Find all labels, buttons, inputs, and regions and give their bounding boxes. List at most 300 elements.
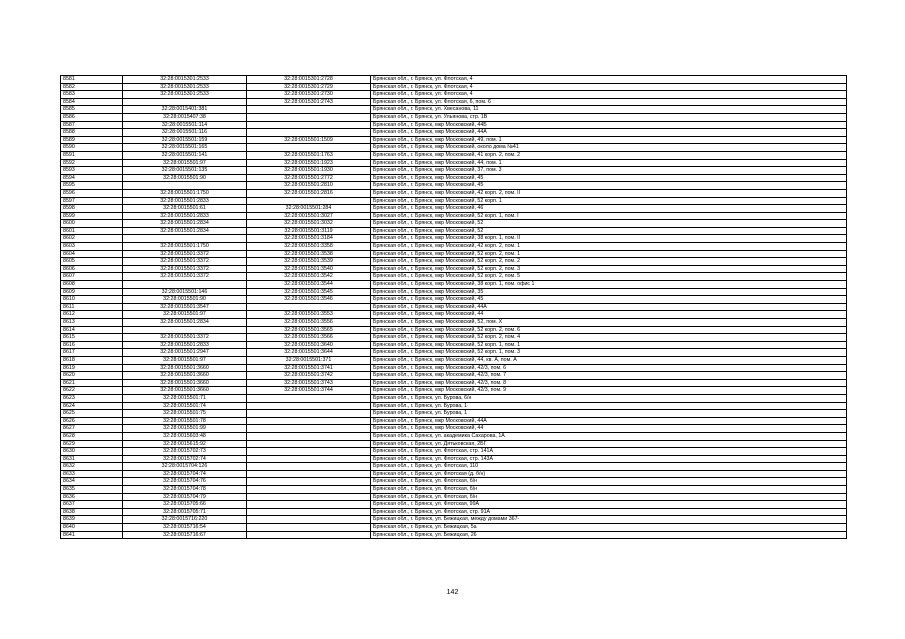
table-row	[61, 121, 847, 129]
row-number-cell: 8588	[61, 129, 123, 137]
cadastral-number-cell: 32:28:0015501:3660	[123, 387, 247, 395]
address-cell: Брянская обл., г. Брянск, ул. Флотская, б/н	[371, 493, 847, 501]
cadastral-number-cell: 32:28:0015501:3372	[123, 334, 247, 342]
row-number-cell: 8603	[61, 243, 123, 251]
address-cell: Брянская обл., г. Брянск, мкр Московский, 44Б	[371, 121, 847, 129]
cadastral-number-cell: 32:28:0015704:126	[123, 463, 247, 471]
row-number-cell: 8599	[61, 212, 123, 220]
table-row	[61, 144, 847, 152]
address-cell: Брянская обл., г. Брянск, мкр Московский, около дома №41	[371, 144, 847, 152]
table-row	[61, 197, 847, 205]
table-row	[61, 129, 847, 137]
table-row	[61, 387, 847, 395]
cadastral-number-cell: 32:28:0015501:3547	[123, 303, 247, 311]
row-number-cell: 8633	[61, 470, 123, 478]
row-number-cell: 8606	[61, 265, 123, 273]
table-row	[61, 417, 847, 425]
address-cell: Брянская обл., г. Брянск, мкр Московский, 44А	[371, 303, 847, 311]
cadastral-number-cell: 32:28:0015501:3372	[123, 258, 247, 266]
row-number-cell: 8630	[61, 448, 123, 456]
table-row	[61, 273, 847, 281]
row-number-cell: 8600	[61, 220, 123, 228]
row-number-cell: 8585	[61, 106, 123, 114]
table-row	[61, 501, 847, 509]
cadastral-number-cell: 32:28:0015501:3660	[123, 364, 247, 372]
table-row	[61, 493, 847, 501]
cadastral-number-cell: 32:28:0015501:78	[123, 417, 247, 425]
table-row	[61, 402, 847, 410]
address-cell: Брянская обл., г. Брянск, ул. Флотская (д. б/н)	[371, 470, 847, 478]
cadastral-number-cell: 32:28:0015501:2834	[123, 220, 247, 228]
table-row	[61, 524, 847, 532]
address-cell: Брянская обл., г. Брянск, мкр Московский, 38 корп. 1, пом. II	[371, 235, 847, 243]
cadastral-number-cell: 32:28:0015716:54	[123, 524, 247, 532]
sub-cadastral-number-cell: 32:28:0015501:284	[247, 205, 371, 213]
table-row	[61, 296, 847, 304]
cadastral-number-cell	[123, 98, 247, 106]
cadastral-number-cell: 32:28:0015501:2833	[123, 212, 247, 220]
cadastral-number-cell: 32:28:0015501:135	[123, 167, 247, 175]
address-cell: Брянская обл., г. Брянск, мкр Московский, 52 корп. 2, пом. 2	[371, 258, 847, 266]
table-row	[61, 182, 847, 190]
address-cell: Брянская обл., г. Брянск, ул. Бурова, 1	[371, 402, 847, 410]
address-cell: Брянская обл., г. Брянск, мкр Московский, 44А	[371, 417, 847, 425]
sub-cadastral-number-cell: 32:28:0015501:3546	[247, 296, 371, 304]
address-cell: Брянская обл., г. Брянск, ул. Флотская, 6, пом. 6	[371, 98, 847, 106]
table-row	[61, 159, 847, 167]
cadastral-number-cell: 32:28:0015501:99	[123, 425, 247, 433]
table-row	[61, 326, 847, 334]
sub-cadastral-number-cell: 32:28:0015301:2743	[247, 98, 371, 106]
table-row	[61, 410, 847, 418]
table-row	[61, 455, 847, 463]
row-number-cell: 8592	[61, 159, 123, 167]
row-number-cell: 8605	[61, 258, 123, 266]
sub-cadastral-number-cell: 32:28:0015501:1763	[247, 151, 371, 159]
table-row	[61, 76, 847, 84]
cadastral-number-cell: 32:28:0015501:3660	[123, 379, 247, 387]
sub-cadastral-number-cell	[247, 432, 371, 440]
row-number-cell: 8596	[61, 189, 123, 197]
row-number-cell: 8613	[61, 319, 123, 327]
address-cell: Брянская обл., г. Брянск, мкр Московский, 46	[371, 205, 847, 213]
address-cell: Брянская обл., г. Брянск, ул. Флотская, стр. 91А	[371, 508, 847, 516]
cadastral-number-cell	[123, 182, 247, 190]
cadastral-number-cell: 32:28:0015501:2834	[123, 319, 247, 327]
row-number-cell: 8587	[61, 121, 123, 129]
sub-cadastral-number-cell	[247, 440, 371, 448]
row-number-cell: 8628	[61, 432, 123, 440]
row-number-cell: 8589	[61, 136, 123, 144]
cadastral-number-cell: 32:28:0015301:2533	[123, 91, 247, 99]
row-number-cell: 8629	[61, 440, 123, 448]
row-number-cell: 8609	[61, 288, 123, 296]
table-row	[61, 106, 847, 114]
sub-cadastral-number-cell: 32:28:0015301:2728	[247, 76, 371, 84]
address-cell: Брянская обл., г. Брянск, ул. Хвесанова, 11	[371, 106, 847, 114]
address-cell: Брянская обл., г. Брянск, ул. Флотская, 4	[371, 83, 847, 91]
registry-table-body	[61, 76, 847, 539]
table-row	[61, 250, 847, 258]
row-number-cell: 8612	[61, 311, 123, 319]
cadastral-number-cell: 32:28:0015501:116	[123, 129, 247, 137]
sub-cadastral-number-cell	[247, 113, 371, 121]
sub-cadastral-number-cell	[247, 402, 371, 410]
row-number-cell: 8611	[61, 303, 123, 311]
table-row	[61, 508, 847, 516]
table-row	[61, 372, 847, 380]
address-cell: Брянская обл., г. Брянск, мкр Московский, 42 корп. 2, пом. II	[371, 189, 847, 197]
address-cell: Брянская обл., г. Брянск, мкр Московский, 42/3, пом. 6	[371, 364, 847, 372]
table-row	[61, 516, 847, 524]
row-number-cell: 8632	[61, 463, 123, 471]
row-number-cell: 8624	[61, 402, 123, 410]
row-number-cell: 8583	[61, 91, 123, 99]
table-row	[61, 448, 847, 456]
table-row	[61, 212, 847, 220]
cadastral-number-cell: 32:28:0015501:2833	[123, 341, 247, 349]
sub-cadastral-number-cell: 32:28:0015501:3358	[247, 243, 371, 251]
cadastral-number-cell: 32:28:0015501:3372	[123, 265, 247, 273]
row-number-cell: 8616	[61, 341, 123, 349]
sub-cadastral-number-cell	[247, 425, 371, 433]
address-cell: Брянская обл., г. Брянск, мкр Московский, 52 корп. 2, пом. 4	[371, 334, 847, 342]
table-row	[61, 220, 847, 228]
row-number-cell: 8590	[61, 144, 123, 152]
sub-cadastral-number-cell: 32:28:0015501:3741	[247, 364, 371, 372]
table-row	[61, 227, 847, 235]
cadastral-number-cell: 32:28:0015501:3372	[123, 250, 247, 258]
cadastral-number-cell: 32:28:0015704:79	[123, 493, 247, 501]
cadastral-number-cell: 32:28:0015501:159	[123, 136, 247, 144]
cadastral-number-cell: 32:28:0015615:92	[123, 440, 247, 448]
row-number-cell: 8597	[61, 197, 123, 205]
cadastral-number-cell: 32:28:0015401:381	[123, 106, 247, 114]
address-cell: Брянская обл., г. Брянск, мкр Московский, 52 корп. 2, пом. 6	[371, 326, 847, 334]
cadastral-number-cell: 32:28:0015501:90	[123, 174, 247, 182]
registry-table	[60, 75, 847, 539]
sub-cadastral-number-cell: 32:28:0015501:3119	[247, 227, 371, 235]
address-cell: Брянская обл., г. Брянск, мкр Московский, 45	[371, 182, 847, 190]
table-row	[61, 432, 847, 440]
sub-cadastral-number-cell: 32:28:0015501:3640	[247, 341, 371, 349]
row-number-cell: 8627	[61, 425, 123, 433]
sub-cadastral-number-cell: 32:28:0015501:3184	[247, 235, 371, 243]
cadastral-number-cell: 32:28:0015501:2834	[123, 227, 247, 235]
sub-cadastral-number-cell: 32:28:0015501:3027	[247, 212, 371, 220]
address-cell: Брянская обл., г. Брянск, мкр Московский, 42 корп. 2, пом. 1	[371, 243, 847, 251]
sub-cadastral-number-cell: 32:28:0015501:3565	[247, 326, 371, 334]
address-cell: Брянская обл., г. Брянск, мкр Московский, 37, пом. 3	[371, 167, 847, 175]
table-row	[61, 311, 847, 319]
address-cell: Брянская обл., г. Брянск, ул. Бежицкая, между домами 367-	[371, 516, 847, 524]
row-number-cell: 8614	[61, 326, 123, 334]
sub-cadastral-number-cell: 32:28:0015501:3553	[247, 311, 371, 319]
sub-cadastral-number-cell: 32:28:0015301:2730	[247, 91, 371, 99]
table-row	[61, 98, 847, 106]
sub-cadastral-number-cell	[247, 501, 371, 509]
cadastral-number-cell: 32:28:0015501:1750	[123, 189, 247, 197]
sub-cadastral-number-cell: 32:28:0015501:2772	[247, 174, 371, 182]
sub-cadastral-number-cell	[247, 524, 371, 532]
address-cell: Брянская обл., г. Брянск, ул. Бурова, 1	[371, 410, 847, 418]
sub-cadastral-number-cell	[247, 470, 371, 478]
table-row	[61, 334, 847, 342]
row-number-cell: 8593	[61, 167, 123, 175]
table-row	[61, 303, 847, 311]
row-number-cell: 8641	[61, 531, 123, 539]
row-number-cell: 8636	[61, 493, 123, 501]
table-row	[61, 265, 847, 273]
cadastral-number-cell: 32:28:0015704:78	[123, 486, 247, 494]
table-row	[61, 151, 847, 159]
row-number-cell: 8625	[61, 410, 123, 418]
row-number-cell: 8638	[61, 508, 123, 516]
address-cell: Брянская обл., г. Брянск, ул. Флотская, стр. 143А	[371, 455, 847, 463]
cadastral-number-cell: 32:28:0015301:2533	[123, 76, 247, 84]
sub-cadastral-number-cell: 32:28:0015301:2729	[247, 83, 371, 91]
cadastral-number-cell: 32:28:0015301:2533	[123, 83, 247, 91]
sub-cadastral-number-cell: 32:28:0015501:3542	[247, 273, 371, 281]
row-number-cell: 8626	[61, 417, 123, 425]
sub-cadastral-number-cell	[247, 144, 371, 152]
sub-cadastral-number-cell	[247, 121, 371, 129]
address-cell: Брянская обл., г. Брянск, ул. Ульянова, стр. 1В	[371, 113, 847, 121]
cadastral-number-cell: 32:28:0015501:1750	[123, 243, 247, 251]
cadastral-number-cell: 32:28:0015501:97	[123, 159, 247, 167]
sub-cadastral-number-cell: 32:28:0015501:371	[247, 356, 371, 364]
row-number-cell: 8584	[61, 98, 123, 106]
sub-cadastral-number-cell	[247, 303, 371, 311]
sub-cadastral-number-cell	[247, 493, 371, 501]
cadastral-number-cell: 32:28:0015501:3372	[123, 273, 247, 281]
sub-cadastral-number-cell: 32:28:0015501:2816	[247, 189, 371, 197]
row-number-cell: 8639	[61, 516, 123, 524]
cadastral-number-cell: 32:28:0015501:74	[123, 402, 247, 410]
cadastral-number-cell: 32:28:0015501:165	[123, 144, 247, 152]
row-number-cell: 8591	[61, 151, 123, 159]
cadastral-number-cell: 32:28:0015501:97	[123, 311, 247, 319]
address-cell: Брянская обл., г. Брянск, ул. Флотская, стр. 141А	[371, 448, 847, 456]
sub-cadastral-number-cell: 32:28:0015501:3545	[247, 288, 371, 296]
address-cell: Брянская обл., г. Брянск, мкр Московский, 42/3, пом. 8	[371, 379, 847, 387]
row-number-cell: 8622	[61, 387, 123, 395]
sub-cadastral-number-cell: 32:28:0015501:3540	[247, 265, 371, 273]
cadastral-number-cell: 32:28:0015501:2833	[123, 197, 247, 205]
address-cell: Брянская обл., г. Брянск, ул. Бежицкая, 26	[371, 531, 847, 539]
sub-cadastral-number-cell	[247, 531, 371, 539]
address-cell: Брянская обл., г. Брянск, мкр Московский, 52	[371, 227, 847, 235]
row-number-cell: 8640	[61, 524, 123, 532]
row-number-cell: 8619	[61, 364, 123, 372]
address-cell: Брянская обл., г. Брянск, ул. Флотская, 99А	[371, 501, 847, 509]
sub-cadastral-number-cell	[247, 486, 371, 494]
sub-cadastral-number-cell	[247, 516, 371, 524]
address-cell: Брянская обл., г. Брянск, ул. Флотская, 110	[371, 463, 847, 471]
address-cell: Брянская обл., г. Брянск, мкр Московский, 42/3, пом. 7	[371, 372, 847, 380]
row-number-cell: 8621	[61, 379, 123, 387]
address-cell: Брянская обл., г. Брянск, мкр Московский, 52 корп. 2, пом. 1	[371, 250, 847, 258]
cadastral-number-cell	[123, 326, 247, 334]
address-cell: Брянская обл., г. Брянск, мкр Московский, 52 корп. 1, пом. 3	[371, 349, 847, 357]
address-cell: Брянская обл., г. Брянск, мкр Московский, 35	[371, 288, 847, 296]
row-number-cell: 8610	[61, 296, 123, 304]
table-row	[61, 174, 847, 182]
cadastral-number-cell: 32:28:0015407:38	[123, 113, 247, 121]
address-cell: Брянская обл., г. Брянск, ул. Дятьковская, 2БГ	[371, 440, 847, 448]
address-cell: Брянская обл., г. Брянск, мкр Московский, 42/3, пом. 9	[371, 387, 847, 395]
table-row	[61, 243, 847, 251]
sub-cadastral-number-cell: 32:28:0015501:3644	[247, 349, 371, 357]
table-row	[61, 349, 847, 357]
row-number-cell: 8637	[61, 501, 123, 509]
address-cell: Брянская обл., г. Брянск, мкр Московский, 41 корп. 2, пом. 2	[371, 151, 847, 159]
cadastral-number-cell: 32:28:0015501:146	[123, 288, 247, 296]
sub-cadastral-number-cell: 32:28:0015501:3744	[247, 387, 371, 395]
sub-cadastral-number-cell: 32:28:0015501:3544	[247, 281, 371, 289]
address-cell: Брянская обл., г. Брянск, мкр Московский, 52 корп. 1, пом. I	[371, 212, 847, 220]
sub-cadastral-number-cell	[247, 410, 371, 418]
cadastral-number-cell: 32:28:0015501:114	[123, 121, 247, 129]
sub-cadastral-number-cell	[247, 197, 371, 205]
address-cell: Брянская обл., г. Брянск, мкр Московский, 44, кв. А, пом. А	[371, 356, 847, 364]
row-number-cell: 8598	[61, 205, 123, 213]
sub-cadastral-number-cell: 32:28:0015501:3742	[247, 372, 371, 380]
address-cell: Брянская обл., г. Брянск, ул. Флотская, 4	[371, 76, 847, 84]
page-number: 142	[446, 589, 459, 596]
table-row	[61, 463, 847, 471]
address-cell: Брянская обл., г. Брянск, ул. Бурова, 6/н	[371, 394, 847, 402]
sub-cadastral-number-cell: 32:28:0015501:1930	[247, 167, 371, 175]
cadastral-number-cell: 32:28:0015716:67	[123, 531, 247, 539]
row-number-cell: 8635	[61, 486, 123, 494]
row-number-cell: 8586	[61, 113, 123, 121]
row-number-cell: 8608	[61, 281, 123, 289]
address-cell: Брянская обл., г. Брянск, мкр Московский, 52 корп. 2, пом. 3	[371, 265, 847, 273]
address-cell: Брянская обл., г. Брянск, мкр Московский, 49, пом. 1	[371, 136, 847, 144]
cadastral-number-cell: 32:28:0015501:3660	[123, 372, 247, 380]
sub-cadastral-number-cell	[247, 129, 371, 137]
table-row	[61, 91, 847, 99]
table-row	[61, 258, 847, 266]
address-cell: Брянская обл., г. Брянск, мкр Московский, 44, пом. 1	[371, 159, 847, 167]
row-number-cell: 8601	[61, 227, 123, 235]
row-number-cell: 8594	[61, 174, 123, 182]
address-cell: Брянская обл., г. Брянск, ул. Бежицкая, 5а	[371, 524, 847, 532]
row-number-cell: 8582	[61, 83, 123, 91]
cadastral-number-cell: 32:28:0015705:71	[123, 508, 247, 516]
sub-cadastral-number-cell: 32:28:0015501:3539	[247, 258, 371, 266]
sub-cadastral-number-cell	[247, 394, 371, 402]
sub-cadastral-number-cell: 32:28:0015501:3538	[247, 250, 371, 258]
row-number-cell: 8595	[61, 182, 123, 190]
address-cell: Брянская обл., г. Брянск, мкр Московский, 44	[371, 425, 847, 433]
table-row	[61, 281, 847, 289]
cadastral-number-cell: 32:28:0015501:2947	[123, 349, 247, 357]
table-row	[61, 364, 847, 372]
sub-cadastral-number-cell: 32:28:0015501:3556	[247, 319, 371, 327]
table-row	[61, 235, 847, 243]
table-row	[61, 341, 847, 349]
address-cell: Брянская обл., г. Брянск, мкр Московский, 52 корп. 2, пом. 5	[371, 273, 847, 281]
cadastral-number-cell: 32:28:0015702:74	[123, 455, 247, 463]
row-number-cell: 8618	[61, 356, 123, 364]
cadastral-number-cell: 32:28:0015603:48	[123, 432, 247, 440]
address-cell: Брянская обл., г. Брянск, мкр Московский, 45	[371, 296, 847, 304]
cadastral-number-cell: 32:28:0015716:220	[123, 516, 247, 524]
table-row	[61, 319, 847, 327]
cadastral-number-cell: 32:28:0015501:90	[123, 296, 247, 304]
row-number-cell: 8615	[61, 334, 123, 342]
table-row	[61, 83, 847, 91]
cadastral-number-cell: 32:28:0015501:61	[123, 205, 247, 213]
cadastral-number-cell: 32:28:0015705:66	[123, 501, 247, 509]
address-cell: Брянская обл., г. Брянск, мкр Московский, 52, пом. X	[371, 319, 847, 327]
table-row	[61, 486, 847, 494]
sub-cadastral-number-cell	[247, 417, 371, 425]
address-cell: Брянская обл., г. Брянск, мкр Московский, 44	[371, 311, 847, 319]
table-row	[61, 379, 847, 387]
address-cell: Брянская обл., г. Брянск, ул. Флотская, б/н	[371, 478, 847, 486]
row-number-cell: 8623	[61, 394, 123, 402]
table-row	[61, 288, 847, 296]
cadastral-number-cell	[123, 235, 247, 243]
table-row	[61, 356, 847, 364]
address-cell: Брянская обл., г. Брянск, ул. Флотская, б/н	[371, 486, 847, 494]
table-row	[61, 205, 847, 213]
address-cell: Брянская обл., г. Брянск, ул. академика Сахарова, 1А	[371, 432, 847, 440]
sub-cadastral-number-cell: 32:28:0015501:3032	[247, 220, 371, 228]
cadastral-number-cell: 32:28:0015501:71	[123, 394, 247, 402]
table-row	[61, 531, 847, 539]
table-row	[61, 167, 847, 175]
sub-cadastral-number-cell	[247, 463, 371, 471]
table-row	[61, 189, 847, 197]
address-cell: Брянская обл., г. Брянск, мкр Московский, 38 корп. 1, пом. офис 1	[371, 281, 847, 289]
address-cell: Брянская обл., г. Брянск, мкр Московский, 52 корп. 1	[371, 197, 847, 205]
row-number-cell: 8617	[61, 349, 123, 357]
table-row	[61, 440, 847, 448]
cadastral-number-cell: 32:28:0015501:141	[123, 151, 247, 159]
sub-cadastral-number-cell	[247, 508, 371, 516]
table-row	[61, 425, 847, 433]
sub-cadastral-number-cell	[247, 448, 371, 456]
table-row	[61, 136, 847, 144]
cadastral-number-cell: 32:28:0015704:76	[123, 478, 247, 486]
sub-cadastral-number-cell: 32:28:0015501:2810	[247, 182, 371, 190]
row-number-cell: 8607	[61, 273, 123, 281]
table-row	[61, 478, 847, 486]
address-cell: Брянская обл., г. Брянск, мкр Московский, 44А	[371, 129, 847, 137]
sub-cadastral-number-cell: 32:28:0015501:1923	[247, 159, 371, 167]
row-number-cell: 8602	[61, 235, 123, 243]
sub-cadastral-number-cell	[247, 478, 371, 486]
address-cell: Брянская обл., г. Брянск, мкр Московский, 52 корп. 1, пом. 1	[371, 341, 847, 349]
row-number-cell: 8604	[61, 250, 123, 258]
address-cell: Брянская обл., г. Брянск, мкр Московский, 52	[371, 220, 847, 228]
table-row	[61, 394, 847, 402]
address-cell: Брянская обл., г. Брянск, ул. Флотская, 4	[371, 91, 847, 99]
sub-cadastral-number-cell: 32:28:0015501:3743	[247, 379, 371, 387]
table-row	[61, 113, 847, 121]
cadastral-number-cell	[123, 281, 247, 289]
address-cell: Брянская обл., г. Брянск, мкр Московский, 45	[371, 174, 847, 182]
sub-cadastral-number-cell	[247, 106, 371, 114]
row-number-cell: 8620	[61, 372, 123, 380]
sub-cadastral-number-cell: 32:28:0015501:3566	[247, 334, 371, 342]
row-number-cell: 8631	[61, 455, 123, 463]
cadastral-number-cell: 32:28:0015501:97	[123, 356, 247, 364]
